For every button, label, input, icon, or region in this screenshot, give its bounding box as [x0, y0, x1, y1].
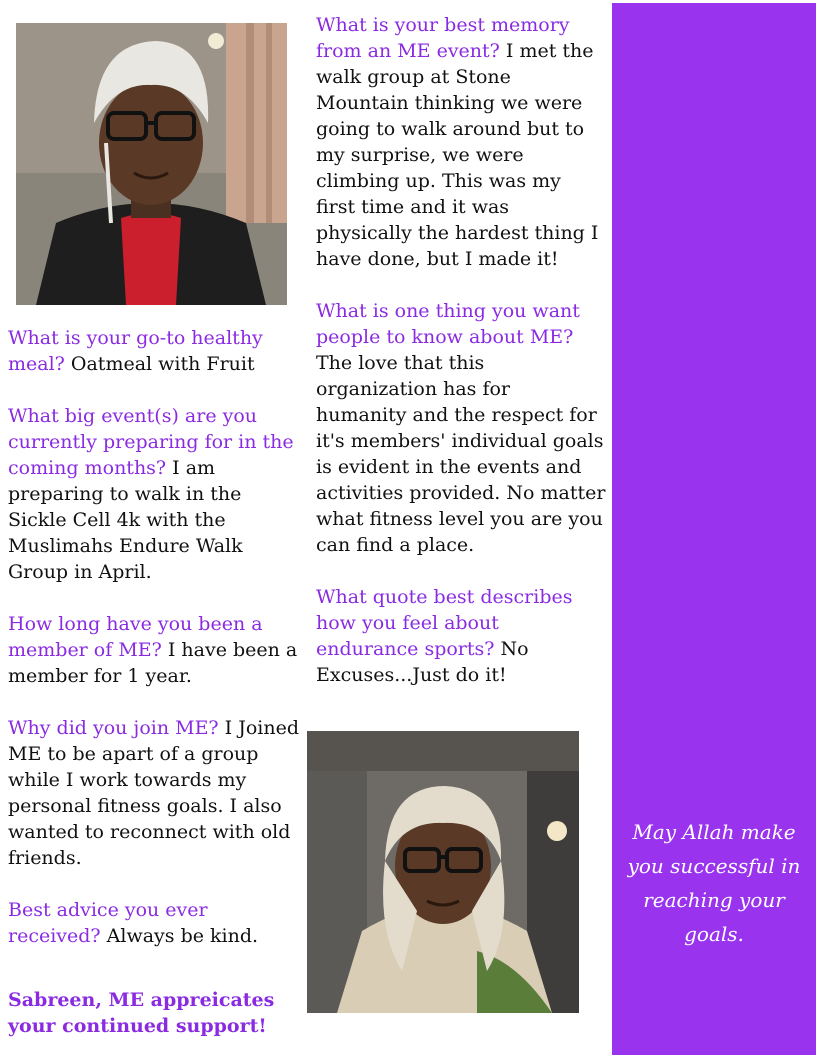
purple-sidebar [612, 3, 816, 1055]
qa-best-memory [316, 12, 606, 272]
question-text: Why did you join ME? [8, 717, 219, 739]
answer-text: Always be kind. [106, 925, 259, 947]
answer-text: Oatmeal with Fruit [70, 353, 255, 375]
question-text: What is your go-to healthy meal? [8, 327, 263, 375]
qa-healthy-meal [8, 325, 300, 377]
left-column [8, 325, 300, 1039]
question-text: What is your best memory from an ME event? [316, 14, 570, 62]
question-text: Best advice you ever received? [8, 899, 208, 947]
answer-text: The love that this organization has for humanity and the respect for it's members' individual goals is evident in the events and activities provided. No matter what fitness level you are you can find a place. [316, 352, 606, 556]
sidebar-quote: May Allah make you successful in reaching your goals. [627, 820, 801, 946]
portrait-illustration [16, 23, 287, 305]
answer-text: I met the walk group at Stone Mountain thinking we were going to walk around but to my surprise, we were climbing up. This was my first time and it was physically the hardest thing I have done, but I made it! [316, 40, 599, 270]
answer-text: No Excuses...Just do it! [316, 638, 529, 686]
portrait-illustration [307, 731, 579, 1013]
qa-best-advice [8, 897, 300, 949]
qa-know-about-me [316, 298, 606, 558]
profile-photo-bottom [307, 731, 579, 1013]
answer-text: I am preparing to walk in the Sickle Cell 4k with the Muslimahs Endure Walk Group in April. [8, 457, 243, 583]
question-text: How long have you been a member of ME? [8, 613, 263, 661]
answer-text: I have been a member for 1 year. [8, 639, 298, 687]
closing-message: Sabreen, ME appreicates your continued support! [8, 989, 275, 1037]
profile-photo-top [16, 23, 287, 305]
question-text: What quote best describes how you feel about endurance sports? [316, 586, 573, 660]
question-text: What big event(s) are you currently preparing for in the coming months? [8, 405, 294, 479]
question-text: What is one thing you want people to know about ME? [316, 300, 580, 348]
answer-text: I Joined ME to be apart of a group while I work towards my personal fitness goals. I also wanted to reconnect with old friends. [8, 717, 299, 869]
middle-column [316, 12, 606, 714]
qa-membership-length [8, 611, 300, 689]
qa-big-event [8, 403, 300, 585]
qa-why-join [8, 715, 300, 871]
qa-quote [316, 584, 606, 688]
